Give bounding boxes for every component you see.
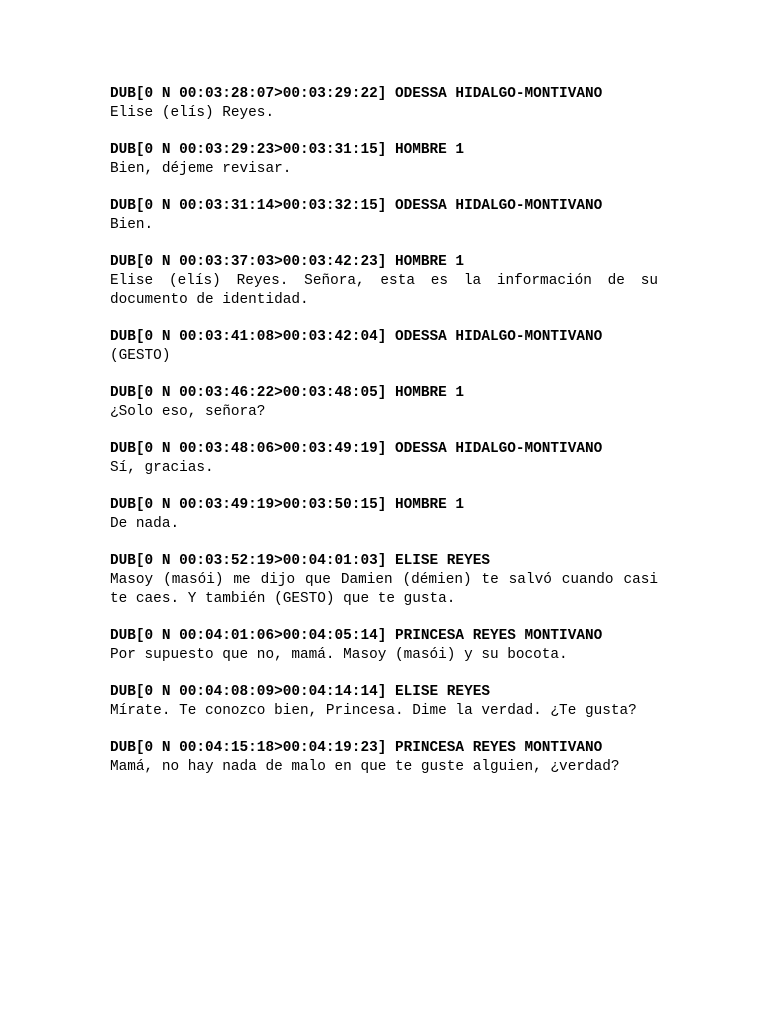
dialogue-entry [110, 496, 658, 534]
dialogue-entry [110, 552, 658, 609]
cue-header: DUB[0 N 00:04:08:09>00:04:14:14] ELISE REYES [110, 684, 490, 700]
cue-header: DUB[0 N 00:03:37:03>00:03:42:23] HOMBRE 1 [110, 254, 465, 270]
cue-header: DUB[0 N 00:03:49:19>00:03:50:15] HOMBRE 1 [110, 497, 465, 513]
dialogue-entry [110, 85, 658, 123]
dialogue-line: Mírate. Te conozco bien, Princesa. Dime la verdad. ¿Te gusta? [110, 703, 637, 719]
dialogue-line: Elise (elís) Reyes. [110, 105, 275, 121]
dialogue-line: Masoy (masói) me dijo que Damien (démien) te salvó cuando casi te caes. Y también (GESTO) que te gusta. [110, 572, 658, 607]
script-page [110, 85, 658, 795]
cue-header: DUB[0 N 00:03:31:14>00:03:32:15] ODESSA HIDALGO-MONTIVANO [110, 198, 603, 214]
dialogue-entry [110, 328, 658, 366]
dialogue-line: Elise (elís) Reyes. Señora, esta es la información de su documento de identidad. [110, 273, 658, 308]
dialogue-entry [110, 627, 658, 665]
dialogue-line: Por supuesto que no, mamá. Masoy (masói) y su bocota. [110, 647, 568, 663]
dialogue-entry [110, 141, 658, 179]
dialogue-line: Bien, déjeme revisar. [110, 161, 292, 177]
cue-header: DUB[0 N 00:03:28:07>00:03:29:22] ODESSA HIDALGO-MONTIVANO [110, 86, 603, 102]
dialogue-line: Bien. [110, 217, 154, 233]
dialogue-entry [110, 683, 658, 721]
cue-header: DUB[0 N 00:04:01:06>00:04:05:14] PRINCESA REYES MONTIVANO [110, 628, 603, 644]
cue-header: DUB[0 N 00:04:15:18>00:04:19:23] PRINCESA REYES MONTIVANO [110, 740, 603, 756]
dialogue-entry [110, 739, 658, 777]
cue-header: DUB[0 N 00:03:29:23>00:03:31:15] HOMBRE 1 [110, 142, 465, 158]
dialogue-entry [110, 384, 658, 422]
dialogue-entry [110, 253, 658, 310]
cue-header: DUB[0 N 00:03:41:08>00:03:42:04] ODESSA HIDALGO-MONTIVANO [110, 329, 603, 345]
cue-header: DUB[0 N 00:03:48:06>00:03:49:19] ODESSA HIDALGO-MONTIVANO [110, 441, 603, 457]
dialogue-line: Mamá, no hay nada de malo en que te guste alguien, ¿verdad? [110, 759, 620, 775]
dialogue-line: Sí, gracias. [110, 460, 214, 476]
dialogue-entry [110, 440, 658, 478]
dialogue-line: De nada. [110, 516, 180, 532]
dialogue-line: ¿Solo eso, señora? [110, 404, 266, 420]
dialogue-line: (GESTO) [110, 348, 171, 364]
cue-header: DUB[0 N 00:03:52:19>00:04:01:03] ELISE REYES [110, 553, 490, 569]
cue-header: DUB[0 N 00:03:46:22>00:03:48:05] HOMBRE 1 [110, 385, 465, 401]
dialogue-entry [110, 197, 658, 235]
